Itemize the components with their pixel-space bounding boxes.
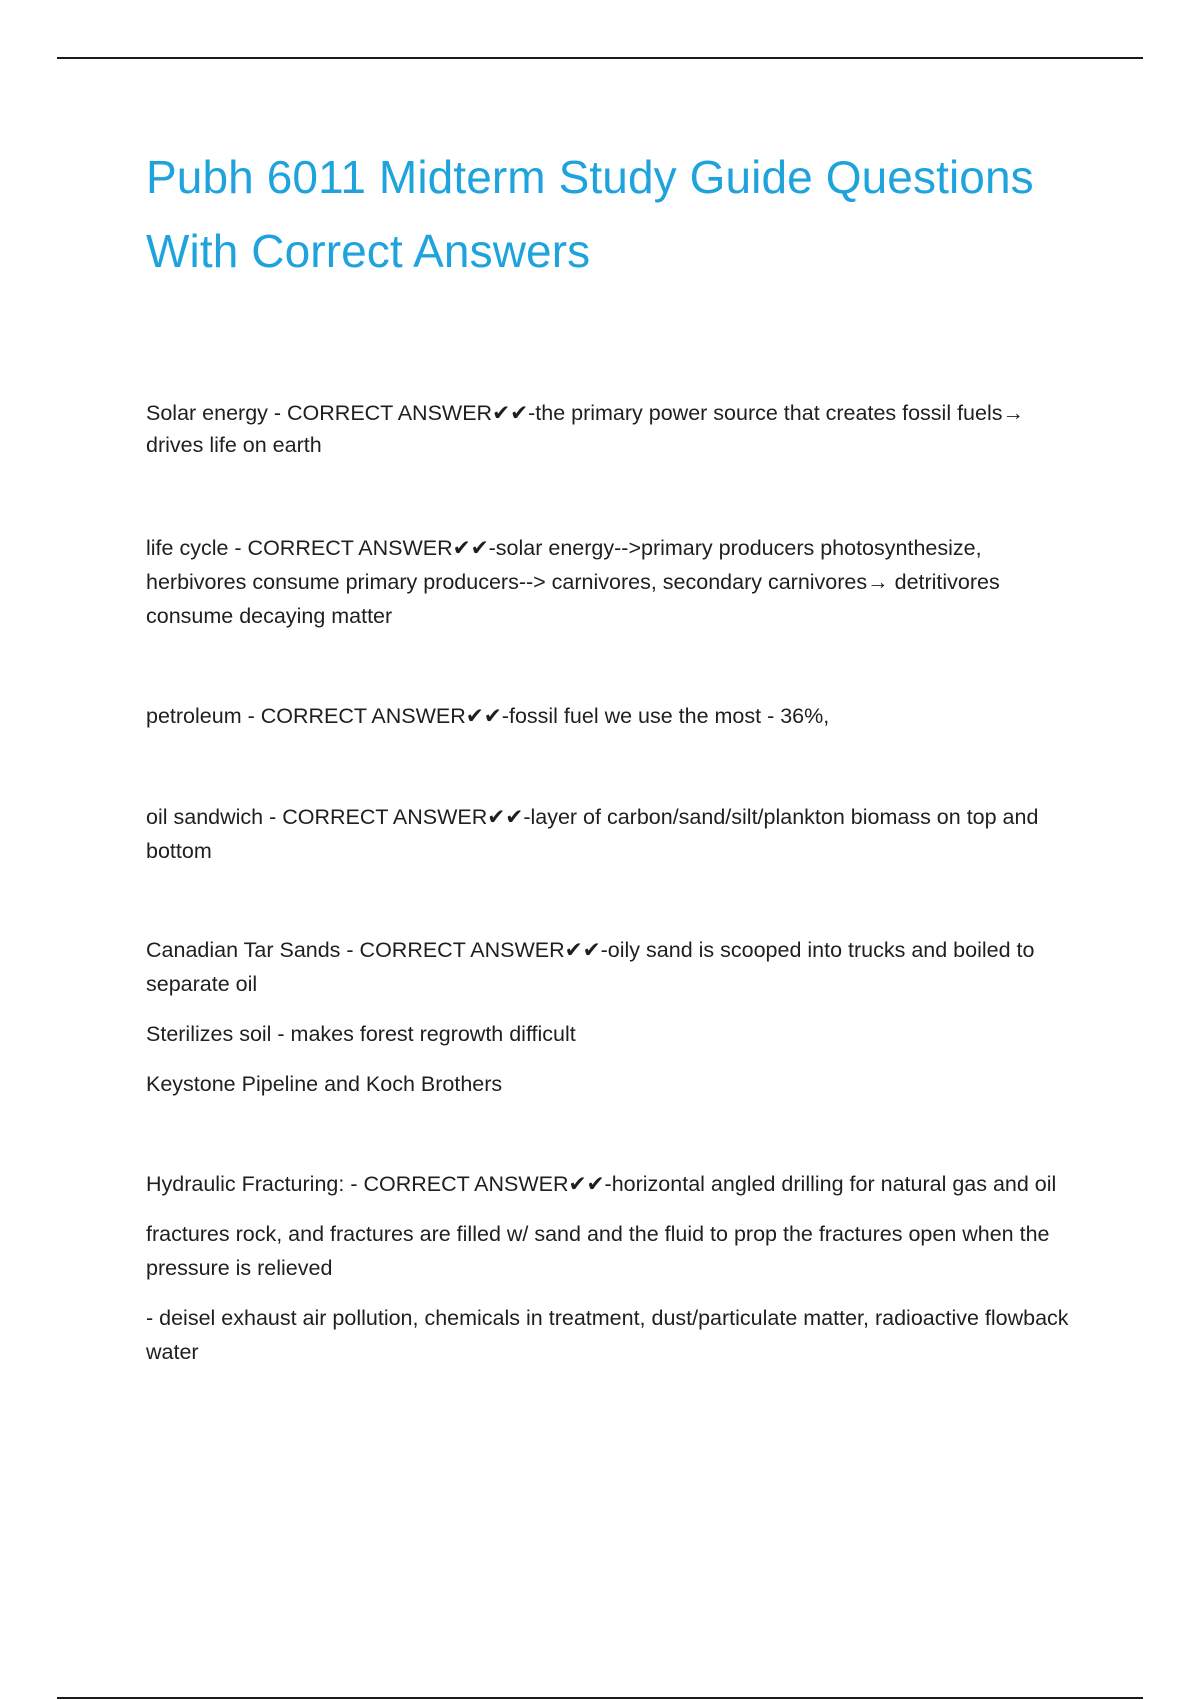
entry-text: oil sandwich - CORRECT ANSWER✔✔-layer of carbon/sand/silt/plankton biomass on top and bottom [146,805,1039,863]
entry-note: fractures rock, and fractures are filled w/ sand and the fluid to prop the fractures open when the pressure is relieved [146,1222,1050,1280]
entry-text: Canadian Tar Sands - CORRECT ANSWER✔✔-oily sand is scooped into trucks and boiled to separate oil [146,938,1035,996]
qa-entry-solar-energy [146,397,1086,461]
document-title: Pubh 6011 Midterm Study Guide Questions With Correct Answers [146,151,1034,277]
entry-text: Hydraulic Fracturing: - CORRECT ANSWER✔✔-horizontal angled drilling for natural gas and oil [146,1172,1057,1196]
entry-note: Keystone Pipeline and Koch Brothers [146,1072,503,1096]
entry-note: Sterilizes soil - makes forest regrowth difficult [146,1022,576,1046]
qa-entry-oil-sandwich [146,800,1086,868]
entry-text: life cycle - CORRECT ANSWER✔✔-solar energy-->primary producers photosynthesize, herbivores consume primary producers--> carnivores, secondary carnivores→ detritivores consume decaying matter [146,536,1000,628]
entry-text: petroleum - CORRECT ANSWER✔✔-fossil fuel we use the most - 36%, [146,704,830,728]
entry-note: - deisel exhaust air pollution, chemicals in treatment, dust/particulate matter, radioactive flowback water [146,1306,1069,1364]
qa-entry-life-cycle [146,531,1086,633]
qa-entry-canadian-tar-sands [146,933,1086,1101]
qa-entry-hydraulic-fracturing [146,1167,1086,1369]
top-rule [57,57,1143,59]
bottom-rule [57,1697,1143,1699]
qa-entry-petroleum [146,699,1086,733]
entry-text: Solar energy - CORRECT ANSWER✔✔-the primary power source that creates fossil fuels→ drives life on earth [146,401,1024,457]
